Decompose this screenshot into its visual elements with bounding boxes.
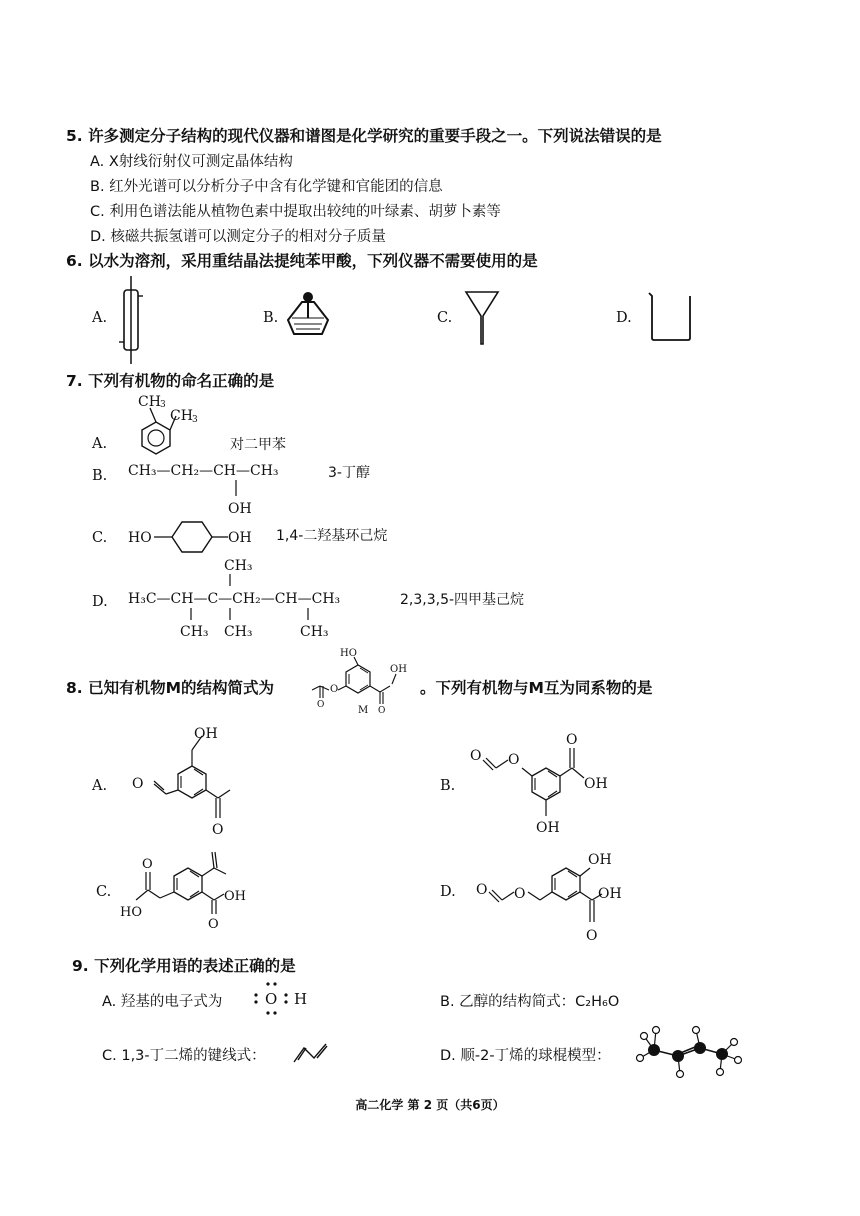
- xylene-ch3-top: CH: [138, 394, 161, 410]
- q7-label-c: C.: [92, 530, 108, 546]
- butanol-chain: CH₃—CH₂—CH—CH₃: [128, 463, 279, 479]
- q5-option-b: B. 红外光谱可以分析分子中含有化学键和官能团的信息: [90, 179, 443, 195]
- qc-acid-o: O: [208, 917, 219, 932]
- qb-acid-oh: OH: [584, 776, 608, 792]
- cyclohexanediol-ho: HO: [128, 530, 152, 546]
- qa-oh: OH: [194, 726, 218, 742]
- butadiene-skeletal-formula: [292, 1042, 334, 1064]
- m-ester-o: O: [330, 684, 339, 695]
- qb-ester-o: O: [508, 752, 520, 768]
- qd-ester-o: O: [514, 886, 526, 902]
- q8-label-d: D.: [440, 884, 456, 900]
- tmh-branch-2: CH₃: [224, 624, 253, 640]
- q7-name-a: 对二甲苯: [230, 437, 286, 453]
- q5-option-a: A. X射线衍射仪可测定晶体结构: [90, 154, 293, 170]
- hydroxyl-electron-formula: [248, 978, 318, 1018]
- condenser-icon: [118, 276, 144, 366]
- funnel-icon: [464, 290, 500, 346]
- q7-label-a: A.: [92, 436, 108, 452]
- q5-stem: 5. 许多测定分子结构的现代仪器和谱图是化学研究的重要手段之一。下列说法错误的是: [66, 127, 662, 145]
- qb-phenol-oh: OH: [536, 820, 560, 836]
- separatory-funnel-icon: [282, 290, 334, 338]
- m-acid-o: O: [378, 706, 386, 716]
- compound-m-structure: [296, 646, 420, 714]
- q6-label-c: C.: [437, 310, 453, 326]
- electron-formula-o: O: [265, 990, 278, 1008]
- q7-name-b: 3-丁醇: [328, 465, 370, 481]
- beaker-icon: [648, 292, 694, 342]
- q8-label-c: C.: [96, 884, 112, 900]
- q6-stem: 6. 以水为溶剂，采用重结晶法提纯苯甲酸，下列仪器不需要使用的是: [66, 252, 538, 270]
- qa-aldehyde-o: O: [132, 776, 144, 792]
- qb-carbonyl-o: O: [470, 748, 482, 764]
- qd-phenol-oh: OH: [588, 852, 612, 868]
- cyclohexanediol-structure: [128, 514, 268, 560]
- q5-option-d: D. 核磁共振氢谱可以测定分子的相对分子质量: [90, 229, 386, 245]
- xylene-ch3-right: CH: [170, 408, 193, 424]
- q6-label-b: B.: [263, 310, 279, 326]
- qd-acid-o: O: [586, 928, 598, 944]
- q5-option-c: C. 利用色谱法能从植物色素中提取出较纯的叶绿素、胡萝卜素等: [90, 204, 501, 220]
- q9-stem: 9. 下列化学用语的表述正确的是: [72, 957, 296, 975]
- tmh-branch-1: CH₃: [180, 624, 209, 640]
- m-acid-oh: OH: [390, 664, 407, 675]
- q8-stem-before: 8. 已知有机物M的结构简式为: [66, 679, 274, 697]
- q9-option-c: C. 1,3-丁二烯的键线式：: [102, 1048, 266, 1064]
- page-footer: 高二化学 第 2 页（共6页）: [355, 1098, 505, 1112]
- q8-option-b-structure: [470, 730, 630, 840]
- q8-option-a-structure: [130, 722, 260, 842]
- qd-acid-oh: OH: [598, 886, 622, 902]
- q7-label-d: D.: [92, 594, 108, 610]
- electron-formula-h: H: [294, 990, 308, 1008]
- m-carbonyl-o: O: [317, 700, 325, 710]
- q9-option-b: B. 乙醇的结构简式：C₂H₆O: [440, 994, 620, 1010]
- tmh-top-ch3: CH₃: [224, 558, 253, 574]
- q6-label-a: A.: [92, 310, 108, 326]
- q7-label-b: B.: [92, 468, 108, 484]
- q8-stem-after: 。下列有机物与M互为同系物的是: [420, 679, 653, 697]
- butanol-structure: [128, 458, 328, 518]
- q8-option-d-structure: [470, 846, 640, 956]
- xylene-structure: [124, 394, 214, 464]
- qa-ketone-o: O: [212, 822, 224, 838]
- qc-acid2-ho: HO: [120, 905, 142, 920]
- q6-label-d: D.: [616, 310, 632, 326]
- qc-acid-oh: OH: [224, 889, 246, 904]
- butanol-oh: OH: [228, 501, 252, 517]
- xylene-ch3-sub1: 3: [160, 400, 166, 410]
- m-ho: HO: [340, 648, 357, 659]
- tmh-branch-3: CH₃: [300, 624, 329, 640]
- xylene-ch3-sub2: 3: [192, 415, 198, 425]
- q9-option-d: D. 顺-2-丁烯的球棍模型：: [440, 1048, 611, 1064]
- q7-stem: 7. 下列有机物的命名正确的是: [66, 372, 275, 390]
- cis-butene-ball-stick-model: [636, 1018, 746, 1084]
- q8-label-a: A.: [92, 778, 108, 794]
- qc-acid2-o: O: [142, 857, 153, 872]
- q7-name-d: 2,3,3,5-四甲基己烷: [400, 592, 525, 608]
- tetramethylhexane-structure: [128, 556, 388, 646]
- m-label: M: [358, 705, 369, 716]
- q8-option-c-structure: [120, 842, 270, 932]
- cyclohexanediol-oh: OH: [228, 530, 252, 546]
- q7-name-c: 1,4-二羟基环己烷: [276, 528, 388, 544]
- tmh-main-chain: H₃C—CH—C—CH₂—CH—CH₃: [128, 591, 341, 607]
- qd-carbonyl-o: O: [476, 882, 488, 898]
- qb-acid-o: O: [566, 732, 578, 748]
- q8-label-b: B.: [440, 778, 456, 794]
- q9-option-a: A. 羟基的电子式为: [102, 994, 223, 1010]
